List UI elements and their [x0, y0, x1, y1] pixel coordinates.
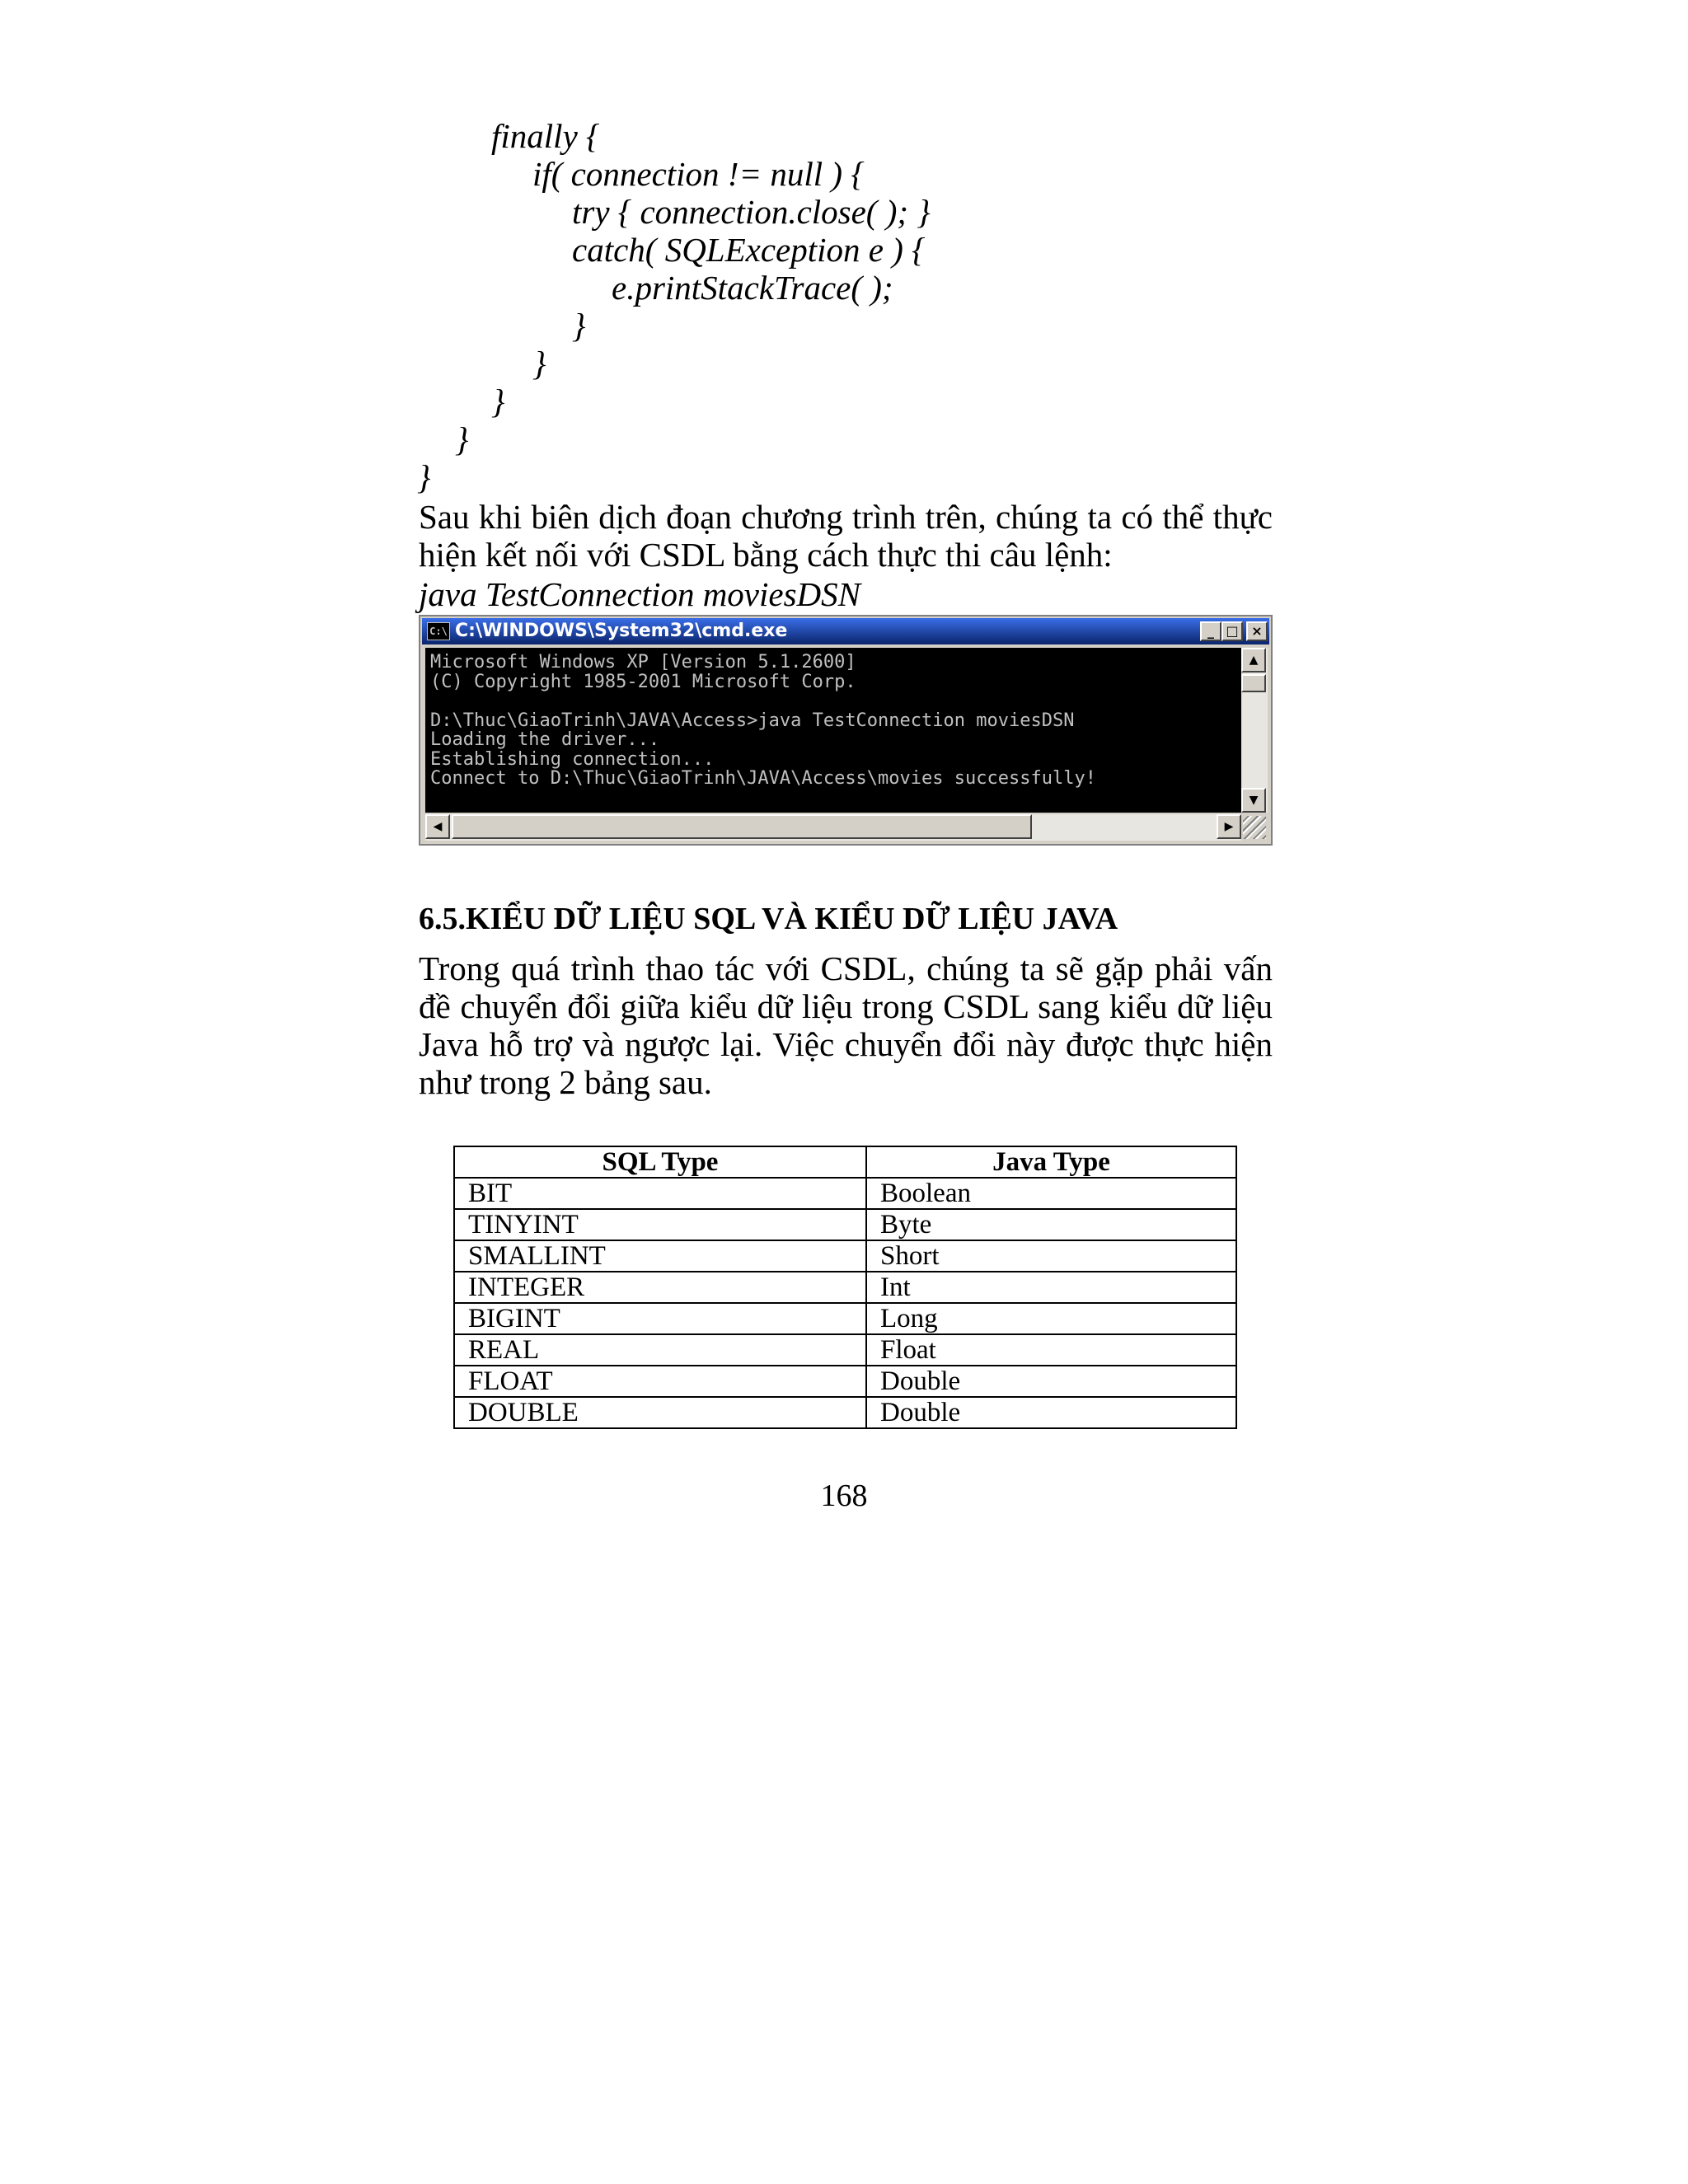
vertical-scrollbar[interactable]: [1241, 648, 1268, 813]
sql-type-cell: SMALLINT: [454, 1240, 866, 1272]
page-number: 168: [820, 1479, 868, 1513]
code-line-finally: finally {: [491, 117, 600, 155]
code-line-brace: }: [491, 382, 505, 420]
console-line: [430, 691, 1236, 711]
sql-type-cell: BIGINT: [454, 1303, 866, 1334]
console-line: Connect to D:\Thuc\GiaoTrinh\JAVA\Access\movies successfully!: [430, 768, 1096, 789]
code-line-brace: }: [572, 307, 586, 344]
horizontal-scrollbar[interactable]: [425, 814, 1241, 841]
console-line: Microsoft Windows XP [Version 5.1.2600]: [430, 652, 856, 673]
table-row: [454, 1366, 1236, 1397]
console-line: D:\Thuc\GiaoTrinh\JAVA\Access>java TestConnection moviesDSN: [430, 710, 1075, 731]
java-type-cell: Float: [866, 1334, 1236, 1366]
command-line: java TestConnection moviesDSN: [419, 575, 861, 613]
table-row: [454, 1240, 1236, 1272]
console-line: Establishing connection...: [430, 748, 715, 770]
code-line-brace: }: [455, 420, 469, 458]
sql-type-cell: TINYINT: [454, 1209, 866, 1240]
code-line-brace: }: [417, 458, 431, 496]
table-row: [454, 1272, 1236, 1303]
code-line-if: if( connection != null ) {: [532, 155, 865, 193]
sql-type-cell: DOUBLE: [454, 1397, 866, 1428]
table-row: [454, 1397, 1236, 1428]
table-header-java-type: Java Type: [866, 1146, 1236, 1178]
resize-grip-icon[interactable]: [1243, 816, 1266, 839]
console-titlebar[interactable]: [422, 618, 1269, 644]
horizontal-scroll-thumb[interactable]: [452, 814, 1032, 839]
vertical-scroll-thumb[interactable]: [1241, 674, 1266, 692]
section-heading: 6.5.KIỂU DỮ LIỆU SQL VÀ KIỂU DỮ LIỆU JAVA: [419, 902, 1118, 936]
table-header-row: [454, 1146, 1236, 1178]
table-row: [454, 1178, 1236, 1209]
console-title: C:\WINDOWS\System32\cmd.exe: [455, 621, 788, 641]
table-header-sql-type: SQL Type: [454, 1146, 866, 1178]
maximize-button[interactable]: □: [1221, 621, 1243, 641]
console-output[interactable]: [425, 648, 1241, 813]
code-line-brace: }: [532, 344, 546, 382]
cmd-icon: C:\: [427, 622, 450, 640]
section-paragraph: Trong quá trình thao tác với CSDL, chúng ta sẽ gặp phải vấn đề chuyển đổi giữa kiểu dữ liệu trong CSDL sang kiểu dữ liệu Java hỗ trợ và ngược lại. Việc chuyển đổi này được thực hiện như trong 2 bảng sau.: [419, 949, 1273, 1101]
minimize-button[interactable]: _: [1200, 621, 1221, 641]
java-type-cell: Long: [866, 1303, 1236, 1334]
sql-type-cell: BIT: [454, 1178, 866, 1209]
scroll-left-icon[interactable]: ◀: [425, 814, 450, 839]
table-row: [454, 1334, 1236, 1366]
java-type-cell: Double: [866, 1397, 1236, 1428]
table-row: [454, 1209, 1236, 1240]
code-line-print-stack: e.printStackTrace( );: [612, 269, 893, 307]
java-type-cell: Short: [866, 1240, 1236, 1272]
console-window: [419, 615, 1273, 846]
scroll-right-icon[interactable]: ▶: [1217, 814, 1241, 839]
java-type-cell: Int: [866, 1272, 1236, 1303]
scroll-up-icon[interactable]: ▲: [1241, 648, 1266, 673]
code-line-try: try { connection.close( ); }: [572, 193, 931, 231]
console-line: Loading the driver...: [430, 729, 660, 750]
sql-type-cell: INTEGER: [454, 1272, 866, 1303]
scroll-down-icon[interactable]: ▼: [1241, 788, 1266, 813]
java-type-cell: Double: [866, 1366, 1236, 1397]
java-type-cell: Byte: [866, 1209, 1236, 1240]
sql-type-cell: REAL: [454, 1334, 866, 1366]
type-mapping-table: [453, 1146, 1237, 1429]
intro-paragraph: Sau khi biên dịch đoạn chương trình trên, chúng ta có thể thực hiện kết nối với CSDL bằng cách thực thi câu lệnh:: [419, 498, 1273, 574]
sql-type-cell: FLOAT: [454, 1366, 866, 1397]
console-line: (C) Copyright 1985-2001 Microsoft Corp.: [430, 671, 856, 692]
java-type-cell: Boolean: [866, 1178, 1236, 1209]
close-button[interactable]: ×: [1246, 621, 1268, 641]
table-row: [454, 1303, 1236, 1334]
code-line-catch: catch( SQLException e ) {: [572, 231, 926, 269]
